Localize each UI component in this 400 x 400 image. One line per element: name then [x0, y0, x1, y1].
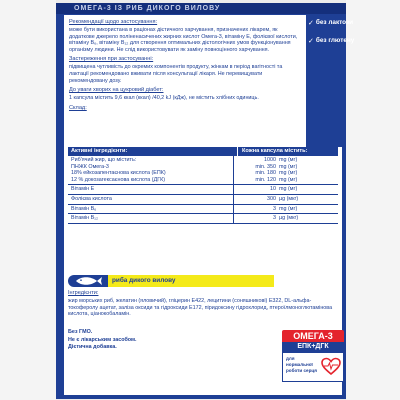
omega3-subtitle: ЕПК+ДГК [282, 342, 344, 352]
composition-rows [68, 156, 338, 224]
ingredient-cell [68, 185, 233, 194]
amount-value: 10 [270, 186, 276, 193]
amount-unit: mg (мг) [279, 205, 298, 212]
badge-lactose-free [306, 15, 354, 31]
ingredient-name: Вітамін Е [71, 186, 95, 193]
amount-cell [233, 156, 338, 184]
allergen-badges [306, 15, 355, 51]
omega3-badge [282, 330, 344, 386]
table-row [68, 205, 338, 215]
amount-value: 1000 [264, 157, 276, 163]
heart-icon [321, 357, 341, 377]
header-per-capsule: Кожна капсула містить: [237, 147, 338, 156]
table-row [68, 195, 338, 205]
composition-table [68, 147, 338, 224]
ingredient-name: ПНЖК Омега-3 [71, 163, 109, 170]
fish-banner-label: риба дикого вилову [108, 275, 274, 287]
omega3-title: ОМЕГА-3 [282, 330, 344, 342]
amount-cell [233, 185, 338, 194]
wild-fish-banner [68, 275, 274, 287]
ingredients-section [68, 290, 338, 321]
badge-label: без глютену [315, 37, 355, 44]
composition-title: Склад: [69, 104, 87, 111]
footer-notes [68, 329, 188, 352]
ingredient-name: 18% ейкозапентаєнова кислота (ЕПК) [71, 170, 166, 177]
note-dietary-supplement: Дієтична добавка. [68, 344, 117, 351]
background-right [346, 0, 400, 400]
amount-value: 3 [273, 215, 276, 222]
amount-cell [233, 205, 338, 214]
amount-unit: mg (мг) [279, 186, 298, 193]
ingredient-name: Вітамін B₆ [71, 205, 97, 212]
info-panel-top [64, 15, 306, 155]
check-icon: ✓ [308, 19, 314, 27]
ingredients-text: жир морських риб, желатин (яловичий), гліцерин E422, лецитини (соняшникові) E322, DL-альфа-токоферолу ацетат, заліза оксиди та гідроксиди E172, піридоксину гідрохлорид, птероїлмоноглютамінова кислота, ціанокобаламін. [68, 298, 333, 318]
amount-unit: mg (мг) [279, 163, 298, 170]
amount-unit: µg (мкг) [279, 195, 299, 202]
fish-oval [68, 275, 108, 287]
omega3-caption-box [282, 352, 344, 382]
amount-unit: mg (мг) [279, 176, 298, 183]
amount-value: 300 [267, 195, 276, 202]
recommendations-text: може бути використана в раціонах дієтичного харчування, призначених лікарем, як додаткове джерело поліненасичених жирних кислот Омега-3, вітаміну Е, фолієвої кислоти, вітаміну B₆, вітаміну B₁₂ для створення оптимальних дієтологічних умов функціонування організму людини. Не слід використовувати як заміну повноцінного харчування. [69, 27, 298, 53]
amount-cell [233, 214, 338, 223]
background-left [0, 0, 56, 400]
ingredient-name: Фолієва кислота [71, 195, 112, 202]
amount-value: min. 350 [255, 163, 276, 170]
info-panel-main [64, 147, 342, 395]
fish-icon [73, 276, 103, 286]
amount-unit: mg (мг) [279, 170, 298, 177]
recommendations-title: Рекомендації щодо застосування: [69, 19, 158, 25]
table-row [68, 185, 338, 195]
ingredient-name: Риб'ячий жир, що містить: [71, 157, 137, 163]
table-row [68, 156, 338, 185]
ingredients-title: Інгредієнти: [68, 290, 99, 296]
ingredient-cell [68, 205, 233, 214]
product-box-back [56, 3, 355, 399]
ingredient-cell [68, 214, 233, 223]
note-not-medicine: Не є лікарським засобом. [68, 336, 137, 343]
box-top-strip: ОМЕГА-3 ІЗ РИБ ДИКОГО ВИЛОВУ [56, 3, 346, 14]
ingredient-name: 12 % докозагексаєнова кислота (ДГК) [71, 176, 166, 183]
header-active-ingredients: Активні інгредієнти: [71, 148, 128, 154]
amount-value: min. 120 [255, 176, 276, 183]
badge-gluten-free [306, 33, 355, 49]
note-no-gmo: Без ГМО. [68, 329, 93, 335]
ingredient-name: Вітамін B₁₂ [71, 215, 99, 222]
check-icon: ✓ [308, 37, 314, 45]
amount-cell [233, 195, 338, 204]
warnings-text: підвищена чутливість до окремих компонентів продукту, жінкам в період вагітності та лактації рекомендовано вживати після консультації лікаря. Не перевищувати рекомендовану дозу. [69, 64, 283, 84]
composition-table-header [68, 147, 338, 156]
ingredient-cell [68, 195, 233, 204]
warnings-title: Застереження при застосуванні: [69, 56, 154, 63]
amount-unit: µg (мкг) [279, 215, 299, 222]
badge-label: без лактози [315, 19, 354, 26]
amount-value: min. 180 [255, 170, 276, 177]
diabetes-title: До уваги хворих на цукровий діабет: [69, 87, 164, 94]
diabetes-text: 1 капсула містить 9,6 ккал (ккал) /40,2 kJ (кДж), не містить хлібних одиниць. [69, 95, 259, 102]
ingredient-cell [68, 156, 233, 184]
omega3-caption: для нормальної роботи серця [286, 356, 317, 373]
amount-unit: mg (мг) [279, 157, 298, 163]
table-row [68, 214, 338, 224]
amount-value: 3 [273, 205, 276, 212]
